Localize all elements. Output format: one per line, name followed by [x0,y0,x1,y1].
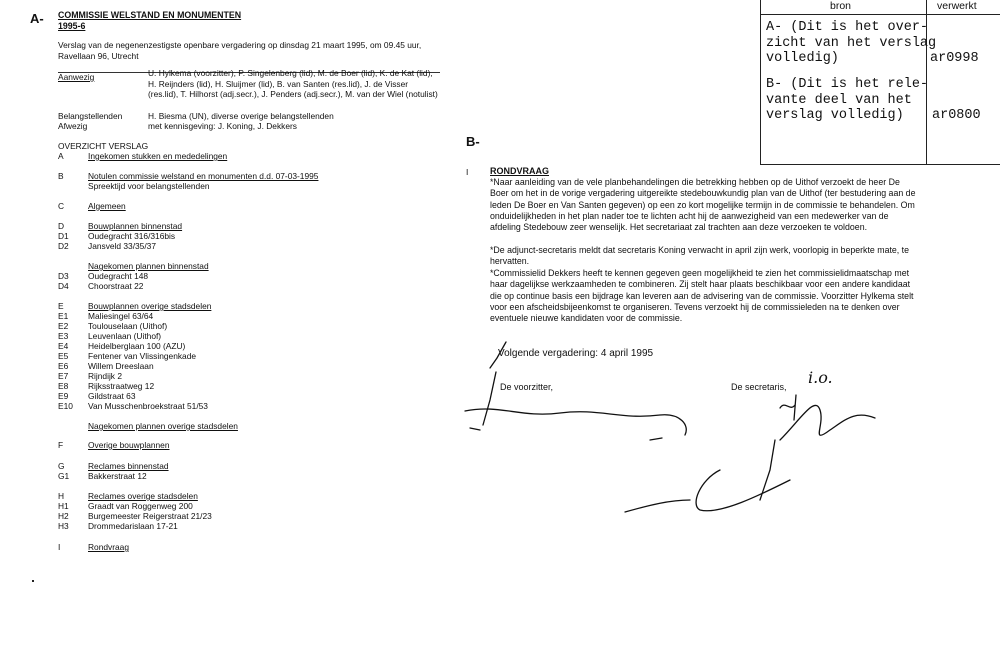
item-text: Nagekomen plannen overige stadsdelen [88,421,238,431]
item-text: Spreektijd voor belangstellenden [88,181,210,191]
item-code: E10 [58,401,73,411]
item-text: Maliesingel 63/64 [88,311,154,321]
item-text: Willem Dreeslaan [88,361,154,371]
next-meeting: Volgende vergadering: 4 april 1995 [498,348,654,359]
item-code: E7 [58,371,69,381]
rondvraag-para-3: *Commissielid Dekkers heeft te kennen gegeven geen mogelijkheid te zien het commissielidmaatschap met haar dagelijkse werkzaamheden te combineren. Zij stelt haar plaats beschikbaar voor een andere kandidaat die op continue basis een bijdrage kan leveren aan de advisering van de commissie. Voorzitter Hylkema stelt voor een afscheidsbijeenkomst te organiseren. Tevens verzoekt hij de commissieleden na te denken over eventuele nieuwe kandidaten voor de commissie. [490,268,914,324]
item-text: Rondvraag [88,542,129,552]
document-year: 1995-6 [58,21,86,31]
stamp-entry-b-code: ar0800 [932,108,981,123]
afwezig-label: Afwezig [58,121,88,131]
item-text: Leuvenlaan (Uithof) [88,331,162,341]
secretaris-adj [780,395,796,420]
item-text: Rijksstraatweg 12 [88,381,155,391]
item-text: Bakkerstraat 12 [88,471,147,481]
voorzitter-tick [470,428,480,430]
item-text: Choorstraat 22 [88,281,144,291]
item-text: Notulen commissie welstand en monumenten d.d. 07-03-1995 [88,171,319,181]
voorzitter-dash [650,438,662,440]
item-code: H3 [58,521,69,531]
item-code: I [58,542,61,552]
item-text: Heidelberglaan 100 (AZU) [88,341,186,351]
intro-text: Verslag van de negenenzestigste openbare vergadering op dinsdag 21 maart 1995, om 09.45 uur, Ravellaan 96, Utrecht [58,40,422,61]
voorzitter-slash [483,372,496,425]
item-text: Bouwplannen overige stadsdelen [88,301,212,311]
item-text: Gildstraat 63 [88,391,136,401]
item-code: E9 [58,391,69,401]
item-code: E4 [58,341,69,351]
overzicht-title: OVERZICHT VERSLAG [58,141,149,151]
item-code: F [58,440,64,450]
item-code: D2 [58,241,69,251]
afwezig-text: met kennisgeving: J. Koning, J. Dekkers [148,121,297,131]
item-text: Algemeen [88,201,126,211]
item-text: Graadt van Roggenweg 200 [88,501,193,511]
item-code: H2 [58,511,69,521]
belangstellenden-label: Belangstellenden [58,111,123,121]
item-code: C [58,201,65,211]
item-text: Reclames binnenstad [88,461,169,471]
item-code: B [58,171,64,181]
item-text: Van Musschenbroekstraat 51/53 [88,401,208,411]
item-code: G [58,461,65,471]
secretaris-label: De secretaris, [731,382,787,392]
marker-b: B- [466,134,480,149]
check-mark [490,342,506,368]
item-code: A [58,151,64,161]
item-code: E8 [58,381,69,391]
item-code: D3 [58,271,69,281]
aanwezig-label: Aanwezig [58,72,95,82]
item-text: Bouwplannen binnenstad [88,221,183,231]
item-text: Ingekomen stukken en mededelingen [88,151,228,161]
item-code: D [58,221,65,231]
secretaris-underline [625,500,690,512]
item-code: H1 [58,501,69,511]
stamp-header-bron: bron [830,0,852,12]
item-code: D1 [58,231,69,241]
item-code: D4 [58,281,69,291]
document-title: COMMISSIE WELSTAND EN MONUMENTEN [58,10,242,20]
item-code: E [58,301,64,311]
item-text: Oudegracht 316/316bis [88,231,176,241]
rondvraag-heading: RONDVRAAG [490,166,550,176]
voorzitter-signature [465,409,686,435]
aanwezig-text: U. Hylkema (voorzitter), P. Singelenberg (lid), M. de Boer (lid), K. de Kat (lid), H. Reijnders (lid), H. Sluijmer (lid), B. van Santen (res.lid), J. de Visser (res.lid), T. Hilhorst (adj.secr.), J. Penders (adj.secr.), M. van der Wiel (notulist) [148,68,438,100]
rondvraag-para-2: *De adjunct-secretaris meldt dat secretaris Koning verwacht in april zijn werk, voorlopig in beperkte mate, te hervatten. [490,245,910,267]
item-text: Overige bouwplannen [88,440,170,450]
item-text: Nagekomen plannen binnenstad [88,261,209,271]
stamp-entry-a-code: ar0998 [930,51,979,66]
item-code: H [58,491,65,501]
belangstellenden-text: H. Biesma (UN), diverse overige belangstellenden [148,111,334,121]
stamp-entry-b-text: B- (Dit is het rele- vante deel van het verslag volledig) [766,77,929,123]
item-text: Oudegracht 148 [88,271,149,281]
item-text: Rijndijk 2 [88,371,122,381]
stamp-entry-a-text: A- (Dit is het over- zicht van het verslag volledig) [766,20,937,66]
rondvraag-para-1: *Naar aanleiding van de vele planbehandelingen die betrekking hebben op de Uithof verzoekt de heer De Boer om het in de vorige vergadering uitgereikte stedebouwkundig plan van de Uithof (ter bestudering aan de leden De Boer en Van Santen gegeven) op een zo kort mogelijke termijn in de commissie te behandelen. Om onduidelijkheden in het plan nader toe te lichten acht hij de aanwezigheid van een medewerker van de afdeling Stedebouw zeer wenselijk. Het secretariaat zal trachten aan deze verzoeken te voldoen. [490,177,916,233]
item-text: Jansveld 33/35/37 [88,241,156,251]
item-text: Drommedarislaan 17-21 [88,521,178,531]
item-text: Fentener van Vlissingenkade [88,351,197,361]
marker-a: A- [30,11,44,26]
voorzitter-label: De voorzitter, [500,382,554,392]
item-code: E3 [58,331,69,341]
item-code: E1 [58,311,69,321]
secretaris-loop [696,470,790,511]
rondvraag-code: I [466,167,469,177]
item-text: Toulouselaan (Uithof) [88,321,168,331]
item-code: G1 [58,471,70,481]
signature-note: i.o. [808,368,833,387]
stamp-header-verwerkt: verwerkt [937,0,977,12]
item-code: E2 [58,321,69,331]
item-text: Burgemeester Reigerstraat 21/23 [88,511,212,521]
item-code: E5 [58,351,69,361]
item-text: Reclames overige stadsdelen [88,491,198,501]
item-code: E6 [58,361,69,371]
